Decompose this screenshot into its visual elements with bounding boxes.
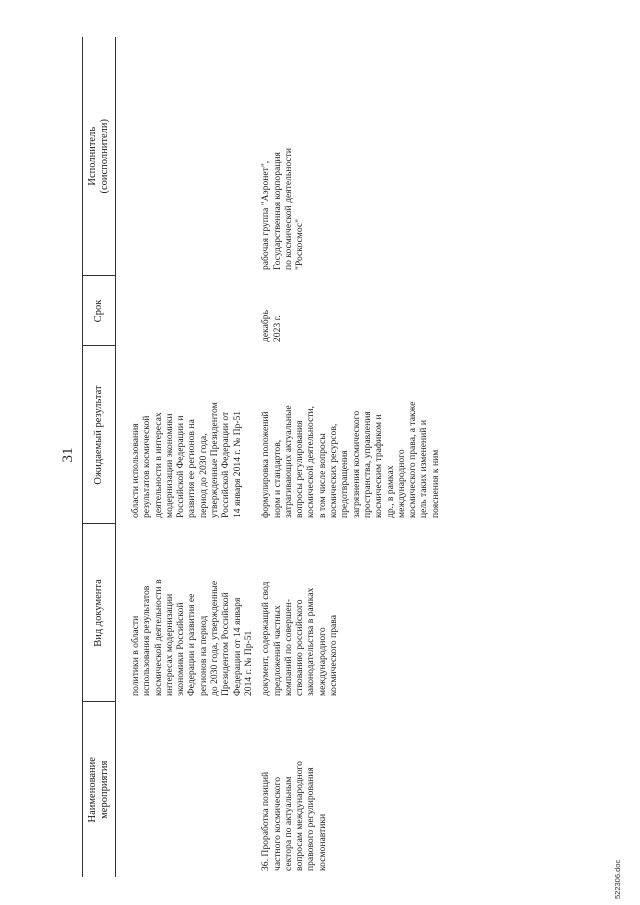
footer-file-code: 522306.doc <box>613 859 622 899</box>
cell-event-name <box>122 702 254 877</box>
cell-executor <box>122 37 254 276</box>
action-plan-table <box>82 37 441 877</box>
cell-expected-result: области использования результатов космической деятельности в интересах модернизации экономики Российской Федерации и развития ее регионов на период до 2030 года, утвержденные Президентом Российской Федерации от 14 января 2014 г. № Пр-51 <box>130 402 243 518</box>
header-deadline: Срок <box>83 276 116 346</box>
page-number: 31 <box>60 447 76 463</box>
cell-document-type: документ, содержащий свод предложений частных компаний по совершен- ствованию российского законодательства в рамках международного космического права <box>260 581 340 696</box>
table-row <box>260 37 441 877</box>
header-event-name: Наименование мероприятия <box>83 702 116 877</box>
cell-deadline: декабрь 2023 г. <box>260 310 283 342</box>
cell-document-type: политики в области использования результатов космической деятельности в интересах модернизации экономики Российской Федерации и развития ее регионов на период до 2030 года, утвержденные Президентом Российской Федерации от 14 января 2014 г. № Пр-51 <box>130 579 254 696</box>
header-executor: Исполнитель (соисполнители) <box>83 37 116 276</box>
table-row <box>122 37 254 877</box>
cell-event-name: 36. Проработка позиций частного космического сектора по актуальным вопросам международного правового регулирования космонавтики <box>260 761 328 871</box>
cell-deadline <box>122 276 254 346</box>
header-document-type: Вид документа <box>83 524 116 702</box>
cell-executor: рабочая группа "Аэронет", Государственная корпорация по космической деятельности "Роскосмос" <box>260 147 306 270</box>
header-expected-result: Ожидаемый результат <box>83 346 116 524</box>
cell-expected-result: формулировка положений норм и стандартов, затрагивающих актуальные вопросы регулирования космической деятельности, в том числе вопросы космических ресурсов, предотвращения загрязнения космического пространства, управления космическим трафиком и др., в рамках международного космического права, а также цель таких изменений и пояснения к ним <box>260 401 441 518</box>
table-header-row <box>83 37 116 877</box>
